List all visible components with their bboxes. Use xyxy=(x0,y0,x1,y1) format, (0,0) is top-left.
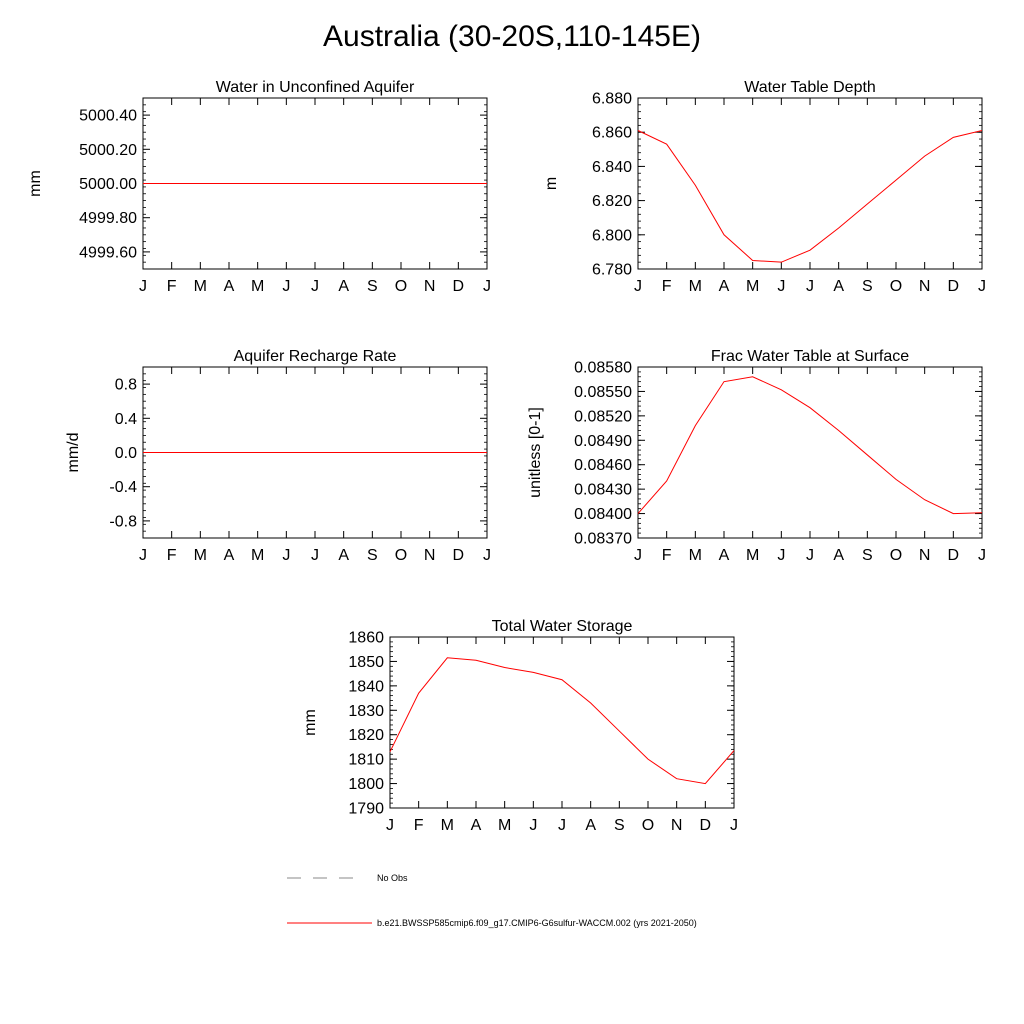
y-tick-label: 5000.00 xyxy=(79,176,137,193)
y-tick-label: 0.08370 xyxy=(574,530,632,548)
y-tick-label: 6.860 xyxy=(591,124,632,142)
x-tick-label: F xyxy=(661,278,672,295)
x-tick-label: J xyxy=(139,547,147,564)
x-tick-label: N xyxy=(918,547,931,564)
x-tick-label: J xyxy=(806,278,814,295)
x-tick-label: M xyxy=(440,817,454,834)
x-tick-label: S xyxy=(861,278,873,295)
y-tick-label: 1860 xyxy=(348,629,384,647)
y-axis-label: mm/d xyxy=(65,432,82,473)
x-tick-label: A xyxy=(585,817,597,834)
x-tick-label: F xyxy=(661,547,672,564)
y-tick-label: 0.08580 xyxy=(574,359,632,377)
panel-title: Frac Water Table at Surface xyxy=(710,348,910,365)
x-tick-label: A xyxy=(338,278,350,295)
y-tick-label: 0.08460 xyxy=(574,457,632,475)
y-tick-label: 1790 xyxy=(348,800,384,818)
x-tick-label: J xyxy=(282,547,291,564)
y-axis-label: m xyxy=(543,176,560,191)
x-tick-label: M xyxy=(746,547,760,564)
x-tick-label: J xyxy=(311,547,319,564)
x-tick-label: J xyxy=(806,547,814,564)
y-axis-label: mm xyxy=(302,709,319,736)
x-tick-label: F xyxy=(166,278,177,295)
x-tick-label: A xyxy=(223,278,235,295)
x-tick-label: M xyxy=(688,278,702,295)
x-tick-label: J xyxy=(730,817,738,834)
y-axis-label: unitless [0-1] xyxy=(527,407,544,498)
x-tick-label: J xyxy=(634,547,642,564)
x-tick-label: O xyxy=(641,817,655,834)
y-tick-label: 1830 xyxy=(348,702,384,720)
y-tick-label: 1810 xyxy=(348,751,384,769)
x-tick-label: D xyxy=(947,278,960,295)
x-tick-label: M xyxy=(746,278,760,295)
x-tick-label: A xyxy=(718,278,730,295)
x-tick-label: J xyxy=(386,817,394,834)
y-tick-label: 0.4 xyxy=(114,410,137,428)
x-tick-label: M xyxy=(193,278,207,295)
y-tick-label: 0.08490 xyxy=(574,432,632,450)
x-tick-label: D xyxy=(452,547,465,564)
x-tick-label: S xyxy=(613,817,625,834)
y-tick-label: -0.4 xyxy=(109,479,137,497)
x-tick-label: O xyxy=(394,547,408,564)
x-tick-label: N xyxy=(423,547,436,564)
x-tick-label: M xyxy=(498,817,512,834)
y-tick-label: 4999.80 xyxy=(79,210,137,228)
x-tick-label: F xyxy=(413,817,424,834)
x-tick-label: F xyxy=(166,547,177,564)
x-tick-label: A xyxy=(338,547,350,564)
panel-title: Water Table Depth xyxy=(744,79,876,96)
x-tick-label: A xyxy=(718,547,730,564)
x-tick-label: N xyxy=(670,817,683,834)
x-tick-label: D xyxy=(452,278,465,295)
x-tick-label: O xyxy=(889,278,903,295)
x-tick-label: J xyxy=(634,278,642,295)
x-tick-label: A xyxy=(470,817,482,834)
y-tick-label: 1820 xyxy=(348,727,384,745)
x-tick-label: M xyxy=(193,547,207,564)
x-tick-label: J xyxy=(978,278,986,295)
x-tick-label: J xyxy=(777,278,786,295)
legend-obs-label: No Obs xyxy=(377,873,408,883)
y-tick-label: 0.0 xyxy=(114,445,137,462)
x-tick-label: A xyxy=(833,278,845,295)
x-tick-label: D xyxy=(947,547,960,564)
x-tick-label: O xyxy=(394,278,408,295)
x-tick-label: O xyxy=(889,547,903,564)
x-tick-label: A xyxy=(833,547,845,564)
y-tick-label: 0.08400 xyxy=(574,506,632,524)
y-tick-label: 6.780 xyxy=(591,261,632,279)
x-tick-label: J xyxy=(978,547,986,564)
x-tick-label: M xyxy=(251,547,265,564)
y-tick-label: 0.08430 xyxy=(574,481,632,499)
y-tick-label: 6.840 xyxy=(591,158,632,176)
legend-model-label: b.e21.BWSSP585cmip6.f09_g17.CMIP6-G6sulfur-WACCM.002 (yrs 2021-2050) xyxy=(377,918,697,928)
x-tick-label: J xyxy=(558,817,566,834)
panel-title: Total Water Storage xyxy=(491,618,633,635)
page-title: Australia (30-20S,110-145E) xyxy=(323,20,701,53)
x-tick-label: A xyxy=(223,547,235,564)
x-tick-label: J xyxy=(777,547,786,564)
y-tick-label: 6.820 xyxy=(591,193,632,211)
y-tick-label: -0.8 xyxy=(109,513,137,531)
x-tick-label: S xyxy=(366,278,378,295)
x-tick-label: S xyxy=(861,547,873,564)
x-tick-label: M xyxy=(688,547,702,564)
panel-title: Water in Unconfined Aquifer xyxy=(215,79,415,96)
x-tick-label: J xyxy=(282,278,291,295)
x-tick-label: J xyxy=(139,278,147,295)
y-tick-label: 1850 xyxy=(348,653,384,671)
y-tick-label: 0.08520 xyxy=(574,408,632,426)
y-tick-label: 0.08550 xyxy=(574,383,632,401)
x-tick-label: J xyxy=(311,278,319,295)
y-tick-label: 6.800 xyxy=(591,227,632,245)
x-tick-label: J xyxy=(529,817,538,834)
x-tick-label: N xyxy=(423,278,436,295)
panel-title: Aquifer Recharge Rate xyxy=(233,348,397,365)
y-tick-label: 0.8 xyxy=(114,376,137,394)
x-tick-label: J xyxy=(483,278,491,295)
x-tick-label: J xyxy=(483,547,491,564)
x-tick-label: D xyxy=(699,817,712,834)
y-tick-label: 6.880 xyxy=(591,90,632,108)
x-tick-label: N xyxy=(918,278,931,295)
y-axis-label: mm xyxy=(27,170,44,197)
y-tick-label: 1800 xyxy=(348,776,384,794)
y-tick-label: 5000.40 xyxy=(79,107,137,125)
y-tick-label: 1840 xyxy=(348,678,384,696)
y-tick-label: 5000.20 xyxy=(79,141,137,159)
x-tick-label: M xyxy=(251,278,265,295)
x-tick-label: S xyxy=(366,547,378,564)
y-tick-label: 4999.60 xyxy=(79,244,137,262)
